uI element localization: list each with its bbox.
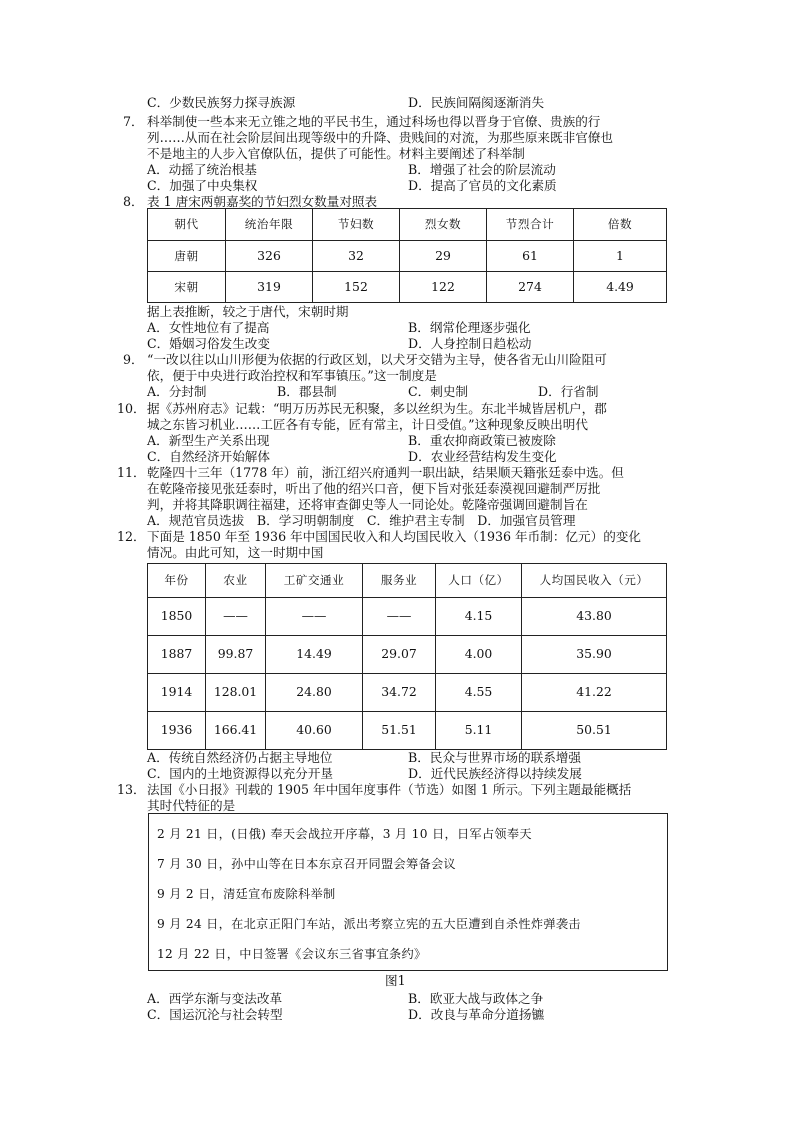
table-cell: 319 — [226, 272, 313, 303]
table-cell: 1914 — [148, 674, 206, 712]
table-header-row — [148, 209, 667, 241]
question-7-number: 7． — [123, 114, 144, 129]
table-cell: 43.80 — [522, 598, 667, 636]
question-13-number: 13． — [117, 782, 146, 797]
table-cell: 41.22 — [522, 674, 667, 712]
table-cell: 61 — [487, 241, 574, 272]
table-cell: 29 — [400, 241, 487, 272]
table-cell: 32 — [313, 241, 400, 272]
table-cell: 152 — [313, 272, 400, 303]
event-item: 7 月 30 日，孙中山等在日本东京召开同盟会筹备会议 — [157, 857, 456, 871]
table-cell: 14.49 — [266, 636, 363, 674]
question-11-stem: 判，并将其降职调往福建，还将审查御史等人一同论处。乾隆帝强调回避制旨在 — [147, 497, 588, 512]
q8-option-b: B．纲常伦理逐步强化 — [408, 320, 531, 335]
table-cell: —— — [206, 598, 266, 636]
table-cell: 唐朝 — [148, 241, 226, 272]
event-item: 9 月 2 日，清廷宣布废除科举制 — [157, 887, 336, 901]
table-cell: 4.55 — [436, 674, 522, 712]
table-cell: 40.60 — [266, 712, 363, 750]
q12-option-d: D．近代民族经济得以持续发展 — [408, 766, 582, 781]
question-7-stem: 列……从而在社会阶层间出现等级中的升降、贵贱间的对流，为那些原来既非官僚也 — [147, 130, 613, 145]
q10-option-c: C．自然经济开始解体 — [147, 449, 270, 464]
q12-option-a: A．传统自然经济仍占据主导地位 — [147, 750, 333, 765]
question-11-stem: 乾隆四十三年（1778 年）前，浙江绍兴府通判一职出缺，结果顺天籍张廷泰中选。但 — [147, 465, 624, 480]
table-cell: —— — [363, 598, 436, 636]
q7-option-a: A．动摇了统治根基 — [147, 162, 257, 177]
event-item: 12 月 22 日，中日签署《会议东三省事宜条约》 — [157, 947, 427, 961]
event-item: 2 月 21 日，(日俄) 奉天会战拉开序幕，3 月 10 日，日军占领奉天 — [157, 827, 532, 841]
q13-option-a: A．西学东渐与变法改革 — [147, 991, 283, 1006]
question-13-stem: 法国《小日报》刊载的 1905 年中国年度事件（节选）如图 1 所示。下列主题最能概括 — [147, 782, 632, 797]
table-cell: 宋朝 — [148, 272, 226, 303]
table-cell: 128.01 — [206, 674, 266, 712]
table-cell: 1936 — [148, 712, 206, 750]
question-10-number: 10． — [117, 401, 146, 416]
table-header-cell: 节烈合计 — [487, 209, 574, 241]
table-income — [147, 563, 667, 750]
table-1 — [147, 208, 667, 303]
question-8-stem: 据上表推断，较之于唐代，宋朝时期 — [147, 304, 349, 319]
q10-option-d: D．农业经营结构发生变化 — [408, 449, 557, 464]
q7-option-c: C．加强了中央集权 — [147, 178, 258, 193]
q10-option-a: A．新型生产关系出现 — [147, 433, 270, 448]
q6-option-c: C．少数民族努力探寻族源 — [147, 95, 296, 110]
table-cell: 24.80 — [266, 674, 363, 712]
table-header-cell: 人均国民收入（元） — [522, 564, 667, 598]
q8-option-c: C．婚姻习俗发生改变 — [147, 336, 270, 351]
q8-option-a: A．女性地位有了提高 — [147, 320, 270, 335]
q11-options: A．规范官员选拔 B．学习明朝制度 C．维护君主专制 D．加强官员管理 — [147, 513, 576, 528]
table-row — [148, 241, 667, 272]
question-11-stem: 在乾隆帝接见张廷泰时，听出了他的绍兴口音，便下旨对张廷泰漠视回避制严厉批 — [147, 481, 601, 496]
table-cell: 1887 — [148, 636, 206, 674]
table-header-cell: 工矿交通业 — [266, 564, 363, 598]
table-cell: 29.07 — [363, 636, 436, 674]
table-cell: 4.15 — [436, 598, 522, 636]
q10-option-b: B．重农抑商政策已被废除 — [408, 433, 556, 448]
question-8-number: 8． — [123, 194, 144, 209]
table-row — [148, 272, 667, 303]
table-1-title: 表 1 唐宋两朝嘉奖的节妇烈女数量对照表 — [147, 194, 378, 209]
table-cell: 1850 — [148, 598, 206, 636]
q6-option-d: D．民族间隔阂逐渐消失 — [408, 95, 545, 110]
table-header-cell: 服务业 — [363, 564, 436, 598]
question-12-stem: 下面是 1850 年至 1936 年中国国民收入和人均国民收入（1936 年币制：亿元）的变化 — [147, 529, 641, 544]
figure-1-events-box — [148, 813, 668, 971]
q9-option-b: B．郡县制 — [277, 384, 337, 399]
question-13-stem: 其时代特征的是 — [147, 798, 236, 813]
table-row — [148, 712, 667, 750]
question-9-number: 9． — [123, 352, 144, 367]
q8-option-d: D．人身控制日趋松动 — [408, 336, 532, 351]
table-cell: 326 — [226, 241, 313, 272]
table-cell: 1 — [574, 241, 667, 272]
table-header-row — [148, 564, 667, 598]
table-header-cell: 人口（亿） — [436, 564, 522, 598]
table-cell: 274 — [487, 272, 574, 303]
table-header-cell: 倍数 — [574, 209, 667, 241]
event-item: 9 月 24 日，在北京正阳门车站，派出考察立宪的五大臣遭到自杀性炸弹袭击 — [157, 917, 581, 931]
question-9-stem: “一改以往以山川形便为依据的行政区划，以犬牙交错为主导，使各省无山川险阻可 — [147, 352, 607, 367]
q7-option-b: B．增强了社会的阶层流动 — [408, 162, 556, 177]
question-11-number: 11． — [117, 465, 146, 480]
table-header-cell: 节妇数 — [313, 209, 400, 241]
figure-1-caption: 图1 — [385, 973, 406, 988]
question-9-stem: 依，便于中央进行政治控权和军事镇压。”这一制度是 — [147, 368, 437, 383]
table-cell: 166.41 — [206, 712, 266, 750]
table-header-cell: 年份 — [148, 564, 206, 598]
table-cell: 35.90 — [522, 636, 667, 674]
q12-option-b: B．民众与世界市场的联系增强 — [408, 750, 581, 765]
question-7-stem: 不是地主的人步入官僚队伍，提供了可能性。材料主要阐述了科举制 — [147, 146, 525, 161]
q9-option-a: A．分封制 — [147, 384, 207, 399]
q13-option-b: B．欧亚大战与政体之争 — [408, 991, 544, 1006]
table-cell: 122 — [400, 272, 487, 303]
q9-option-c: C．刺史制 — [408, 384, 469, 399]
table-header-cell: 农业 — [206, 564, 266, 598]
question-7-stem: 科举制使一些本来无立锥之地的平民书生，通过科场也得以晋身于官僚、贵族的行 — [147, 114, 601, 129]
table-cell: 99.87 — [206, 636, 266, 674]
question-10-stem: 城之东皆习机业……工匠各有专能，匠有常主，计日受值。”这种现象反映出明代 — [147, 417, 588, 432]
table-row — [148, 598, 667, 636]
table-cell: —— — [266, 598, 363, 636]
table-row — [148, 636, 667, 674]
table-cell: 5.11 — [436, 712, 522, 750]
table-cell: 4.49 — [574, 272, 667, 303]
q12-option-c: C．国内的土地资源得以充分开垦 — [147, 766, 333, 781]
q7-option-d: D．提高了官员的文化素质 — [408, 178, 557, 193]
table-cell: 50.51 — [522, 712, 667, 750]
question-12-stem: 情况。由此可知，这一时期中国 — [147, 545, 324, 560]
table-header-cell: 烈女数 — [400, 209, 487, 241]
q9-option-d: D．行省制 — [538, 384, 599, 399]
table-header-cell: 朝代 — [148, 209, 226, 241]
q13-option-c: C．国运沉沦与社会转型 — [147, 1007, 283, 1022]
table-header-cell: 统治年限 — [226, 209, 313, 241]
q13-option-d: D．改良与革命分道扬镳 — [408, 1007, 545, 1022]
table-cell: 51.51 — [363, 712, 436, 750]
table-cell: 34.72 — [363, 674, 436, 712]
question-12-number: 12． — [117, 529, 146, 544]
table-row — [148, 674, 667, 712]
question-10-stem: 据《苏州府志》记载：“明万历苏民无积聚，多以丝织为生。东北半城皆居机户，郡 — [147, 401, 607, 416]
table-cell: 4.00 — [436, 636, 522, 674]
